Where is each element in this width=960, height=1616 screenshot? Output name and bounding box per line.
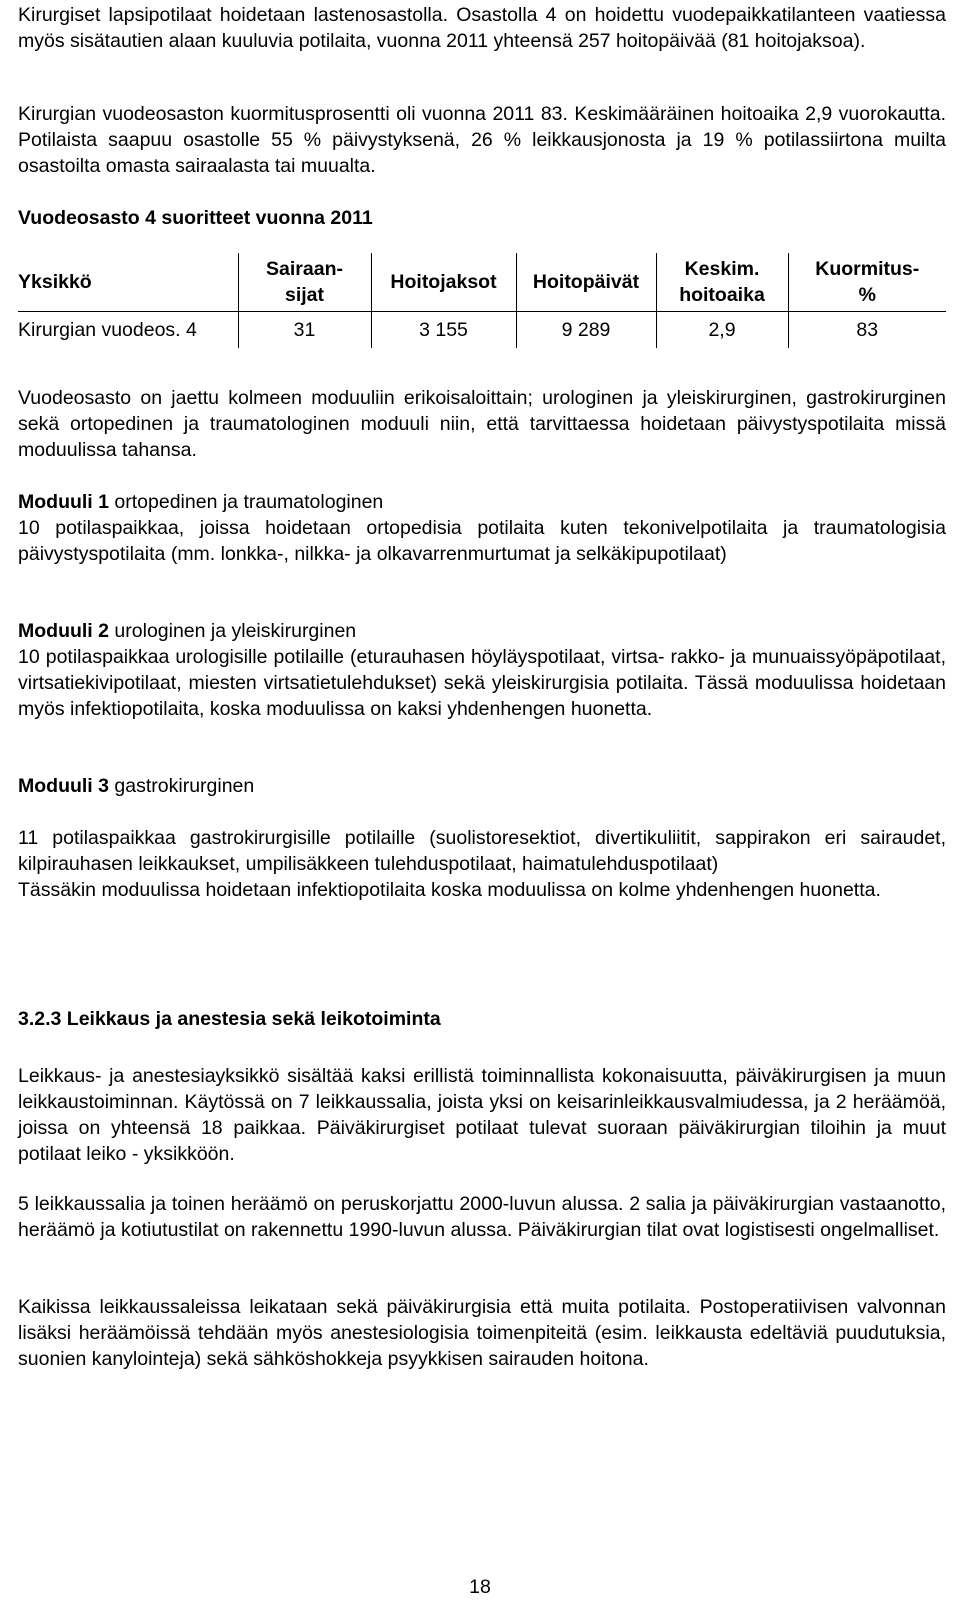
module-3-text-2: Tässäkin moduulissa hoidetaan infektiopotilaita koska moduulissa on kolme yhdenhengen huonetta. xyxy=(18,879,881,901)
header-hoitojaksot: Hoitojaksot xyxy=(371,253,516,312)
header-sairaansijat xyxy=(238,253,371,312)
module-1-label: Moduuli 1 xyxy=(18,491,109,513)
header-kuormitus-label: Kuormitus-% xyxy=(815,258,920,306)
header-yksikko: Yksikkö xyxy=(18,271,92,293)
module-3-title xyxy=(18,773,946,799)
cell-hoitojaksot: 3 155 xyxy=(371,312,516,349)
intro-paragraph-1: Kirurgiset lapsipotilaat hoidetaan lastenosastolla. Osastolla 4 on hoidettu vuodepaikkatilanteen vaatiessa myös sisätautien alaan kuuluvia potilaita, vuonna 2011 yhteensä 257 hoitopäivää (81 hoitojaksoa). xyxy=(18,4,946,52)
table-header-row xyxy=(18,253,946,312)
module-3-name: gastrokirurginen xyxy=(114,775,255,797)
module-2-label: Moduuli 2 xyxy=(18,620,109,642)
header-keskim-label: Keskim. hoitoaika xyxy=(679,258,765,306)
performance-table-wrap xyxy=(18,253,946,348)
header-keskim xyxy=(656,253,788,312)
module-2-title xyxy=(18,618,946,644)
header-kuormitus xyxy=(788,253,946,312)
module-1-title xyxy=(18,489,946,515)
module-1 xyxy=(18,489,946,567)
section-paragraph-2: 5 leikkaussalia ja toinen heräämö on peruskorjattu 2000-luvun alussa. 2 salia ja päiväkirurgian vastaanotto, heräämö ja kotiutustilat on rakennettu 1990-luvun alussa. Päiväkirurgian tilat ovat logistisesti ongelmalliset. xyxy=(18,1193,946,1241)
module-3 xyxy=(18,773,946,903)
section-heading: 3.2.3 Leikkaus ja anestesia sekä leikotoiminta xyxy=(18,1008,441,1030)
performance-table xyxy=(18,253,946,348)
cell-kuormitus: 83 xyxy=(788,312,946,349)
section-paragraph-1: Leikkaus- ja anestesiayksikkö sisältää kaksi erillistä toiminnallista kokonaisuutta, päiväkirurgisen ja muun leikkaustoiminnan. Käytössä on 7 leikkaussalia, joista yksi on keisarinleikkausvalmiudessa, ja 2 heräämöä, joissa on yhteensä 18 paikkaa. Päiväkirurgiset potilaat tulevat suoraan päiväkirurgian tiloihin ja muut potilaat leiko - yksikköön. xyxy=(18,1065,946,1165)
section-paragraph-3: Kaikissa leikkaussaleissa leikataan sekä päiväkirurgisia että muita potilaita. Postoperatiivisen valvonnan lisäksi heräämöissä tehdään myös anestesiologisia toimenpiteitä (esim. leikkausta edeltäviä puudutuksia, suonien kanylointeja) sekä sähköshokkeja psyykkisen sairauden hoitona. xyxy=(18,1296,946,1370)
cell-hoitopaivat: 9 289 xyxy=(516,312,656,349)
module-1-name: ortopedinen ja traumatologinen xyxy=(114,491,384,513)
modules-intro: Vuodeosasto on jaettu kolmeen moduuliin erikoisaloittain; urologinen ja yleiskirurginen, gastrokirurginen sekä ortopedinen ja traumatologinen moduuli niin, että tarvittaessa hoidetaan päivystyspotilaita missä moduulissa tahansa. xyxy=(18,387,946,461)
header-sairaansijat-label: Sairaan-sijat xyxy=(266,258,343,306)
cell-yksikko: Kirurgian vuodeos. 4 xyxy=(18,319,197,341)
module-2 xyxy=(18,618,946,722)
module-2-name: urologinen ja yleiskirurginen xyxy=(114,620,357,642)
module-2-text: 10 potilaspaikkaa urologisille potilaille (eturauhasen höyläyspotilaat, virtsa- rakko- ja munuaissyöpäpotilaat, virtsatiekivipotilaat, miesten virtsatietulehdukset) sekä yleiskirurgisia potilaita. Tässä moduulissa hoidetaan myös infektiopotilaita, koska moduulissa on kaksi yhdenhengen huonetta. xyxy=(18,646,946,720)
table-row xyxy=(18,312,946,349)
module-1-text: 10 potilaspaikkaa, joissa hoidetaan ortopedisia potilaita kuten tekonivelpotilaita ja traumatologisia päivystyspotilaita (mm. lonkka-, nilkka- ja olkavarrenmurtumat ja selkäkipupotilaat) xyxy=(18,517,946,565)
intro-paragraph-2: Kirurgian vuodeosaston kuormitusprosentti oli vuonna 2011 83. Keskimääräinen hoitoaika 2,9 vuorokautta. Potilaista saapuu osastolle 55 % päivystyksenä, 26 % leikkausjonosta ja 19 % potilassiirtona muilta osastoilta omasta sairaalasta tai muualta. xyxy=(18,103,946,177)
table-title: Vuodeosasto 4 suoritteet vuonna 2011 xyxy=(18,207,373,229)
page-number: 18 xyxy=(469,1576,491,1598)
module-3-label: Moduuli 3 xyxy=(18,775,109,797)
module-3-text: 11 potilaspaikkaa gastrokirurgisille potilaille (suolistoresektiot, divertikuliitit, sappirakon eri sairaudet, kilpirauhasen leikkaukset, umpilisäkkeen tulehduspotilaat, haimatulehduspotilaat) xyxy=(18,827,946,875)
cell-sairaansijat: 31 xyxy=(238,312,371,349)
header-hoitopaivat: Hoitopäivät xyxy=(516,253,656,312)
cell-keskim: 2,9 xyxy=(656,312,788,349)
